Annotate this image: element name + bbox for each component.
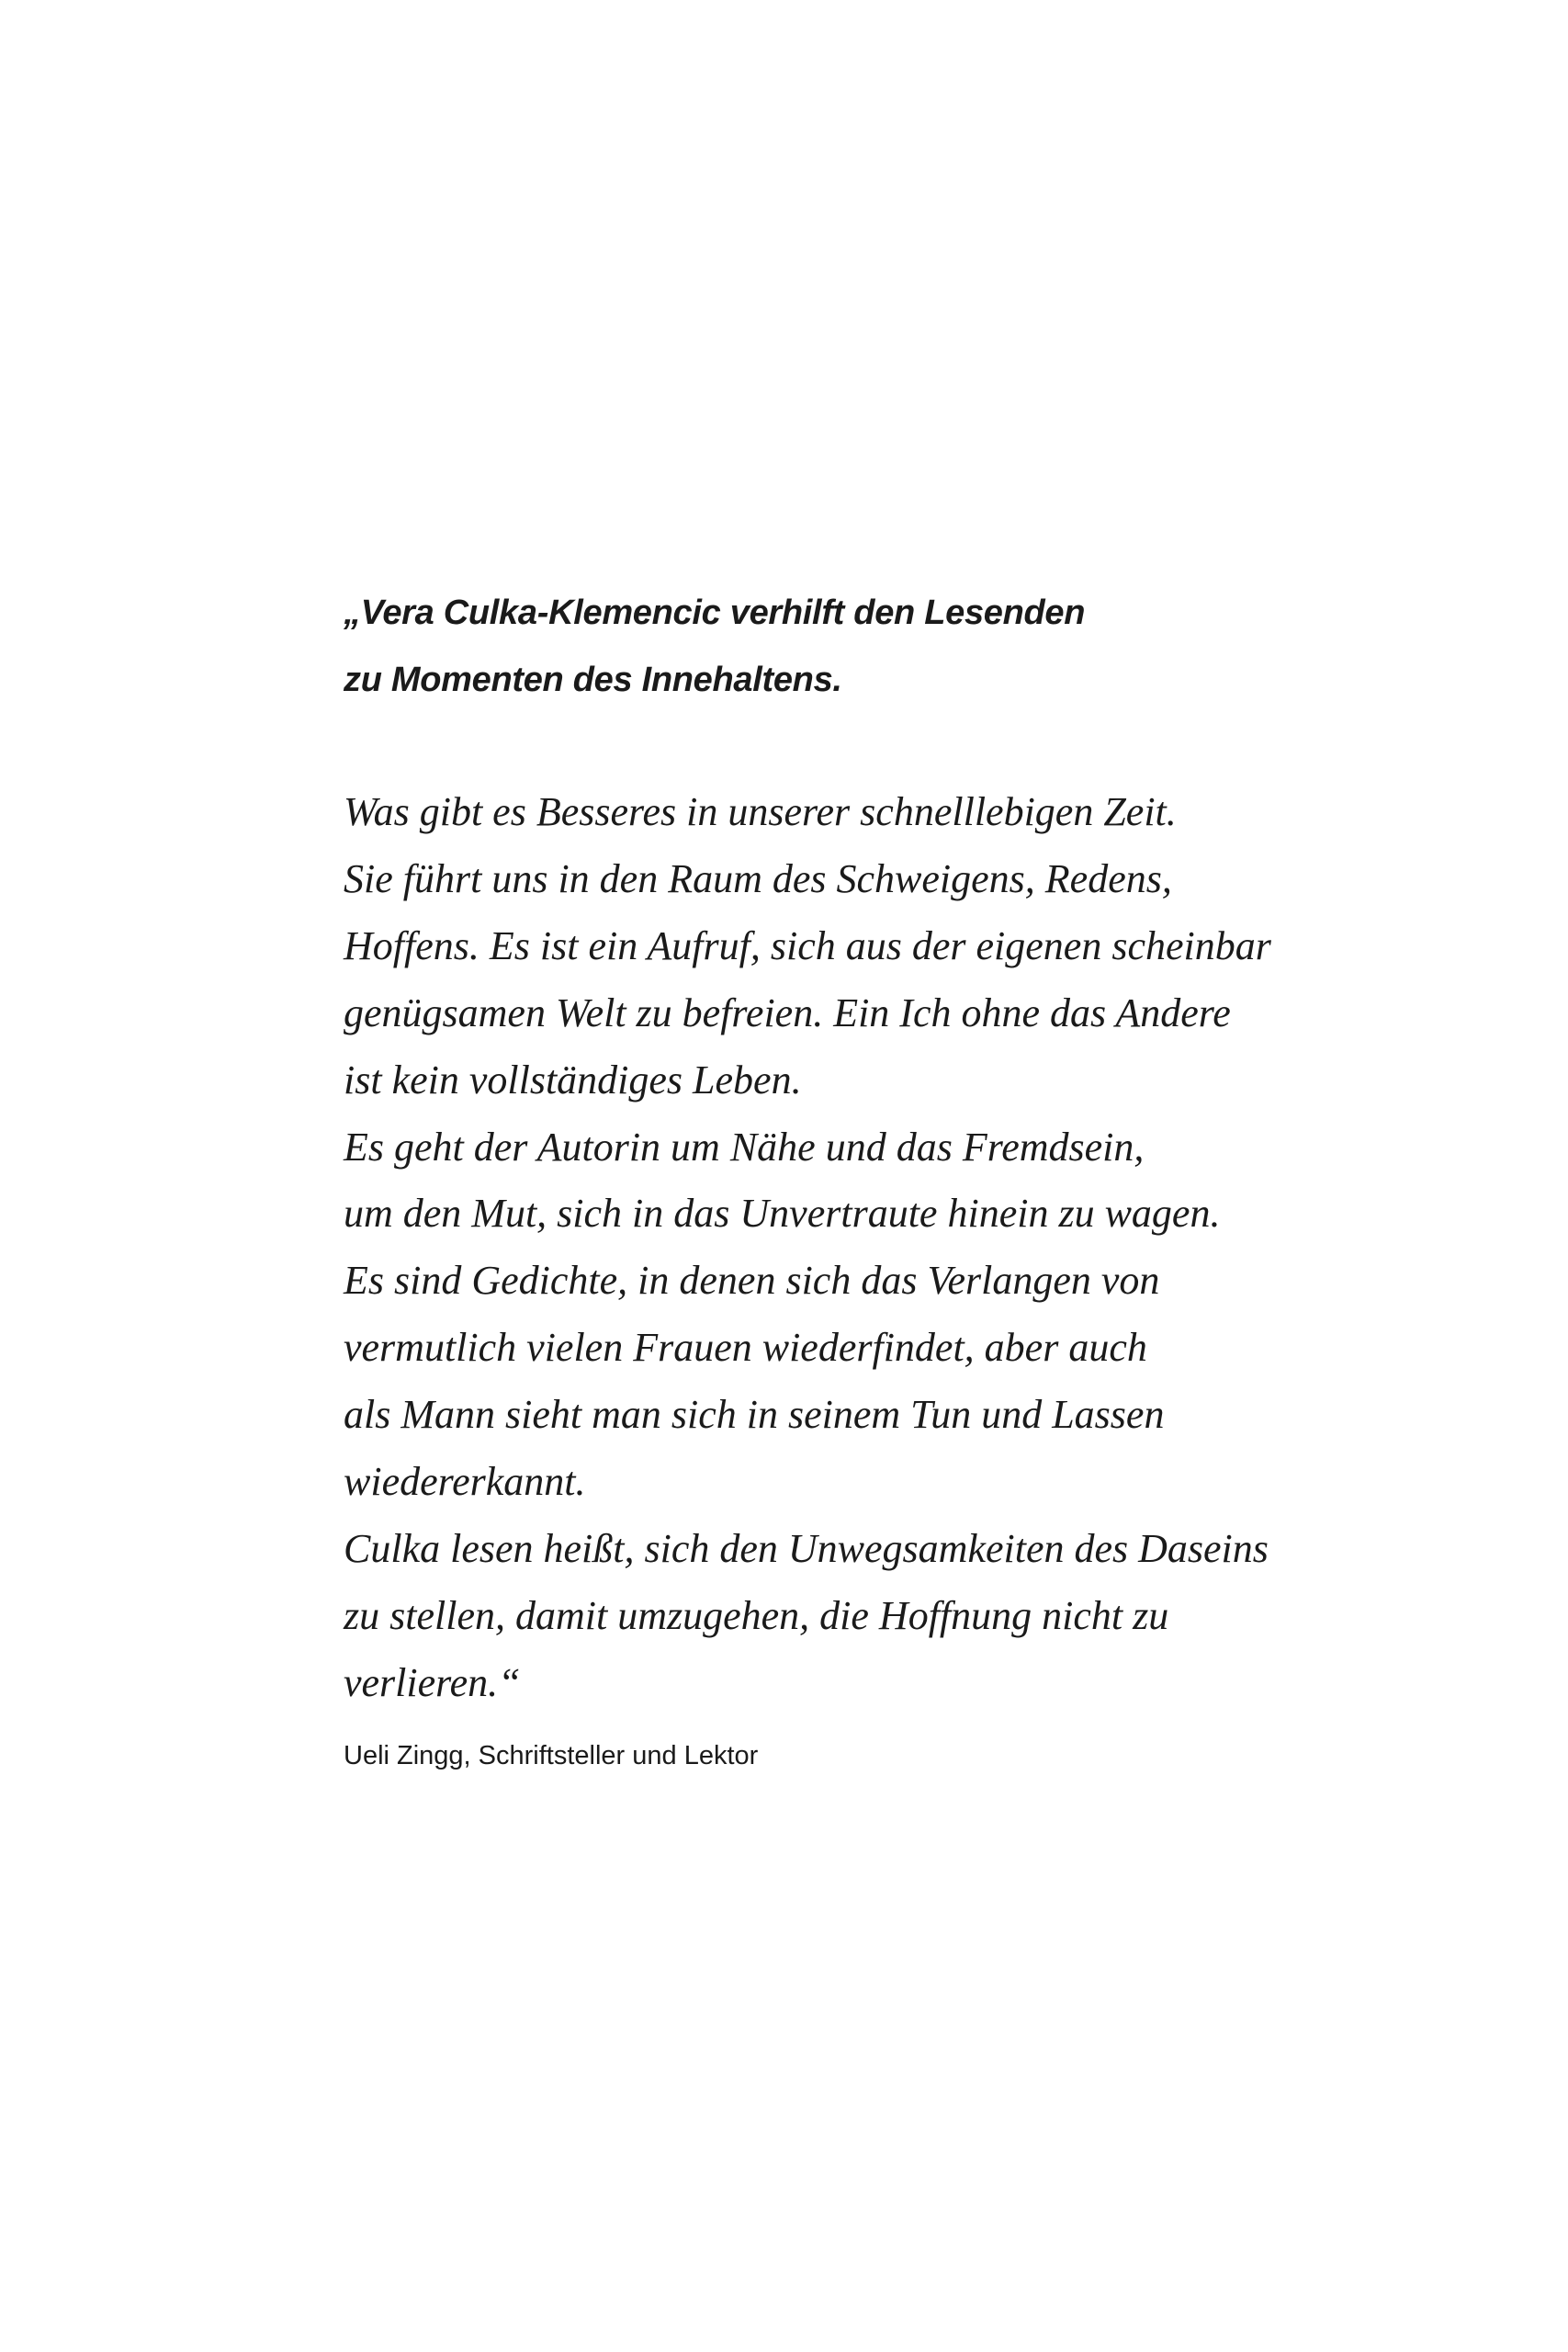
body-line: Culka lesen heißt, sich den Unwegsamkeiten des Daseins bbox=[344, 1525, 1269, 1571]
body-line: Hoffens. Es ist ein Aufruf, sich aus der eigenen scheinbar bbox=[344, 922, 1271, 968]
quote-heading bbox=[344, 580, 1085, 714]
heading-line: zu Momenten des Innehaltens. bbox=[344, 661, 842, 699]
body-line: genügsamen Welt zu befreien. Ein Ich ohne das Andere bbox=[344, 989, 1231, 1035]
body-line: zu stellen, damit umzugehen, die Hoffnung nicht zu bbox=[344, 1592, 1169, 1638]
quote-body bbox=[344, 779, 1271, 1717]
body-line: Es geht der Autorin um Nähe und das Fremdsein, bbox=[344, 1124, 1145, 1170]
body-line: Was gibt es Besseres in unserer schnelllebigen Zeit. bbox=[344, 789, 1177, 834]
body-line: wiedererkannt. bbox=[344, 1459, 586, 1505]
body-line: Es sind Gedichte, in denen sich das Verlangen von bbox=[344, 1258, 1160, 1304]
quote-attribution: Ueli Zingg, Schriftsteller und Lektor bbox=[344, 1741, 759, 1770]
body-line: als Mann sieht man sich in seinem Tun und Lassen bbox=[344, 1392, 1165, 1438]
body-line: ist kein vollständiges Leben. bbox=[344, 1057, 802, 1102]
body-line: verlieren.“ bbox=[344, 1659, 521, 1705]
body-line: Sie führt uns in den Raum des Schweigens, Redens, bbox=[344, 855, 1172, 901]
body-line: um den Mut, sich in das Unvertraute hinein zu wagen. bbox=[344, 1191, 1221, 1237]
heading-line: „Vera Culka-Klemencic verhilft den Lesenden bbox=[344, 594, 1086, 632]
body-line: vermutlich vielen Frauen wiederfindet, aber auch bbox=[344, 1325, 1147, 1371]
